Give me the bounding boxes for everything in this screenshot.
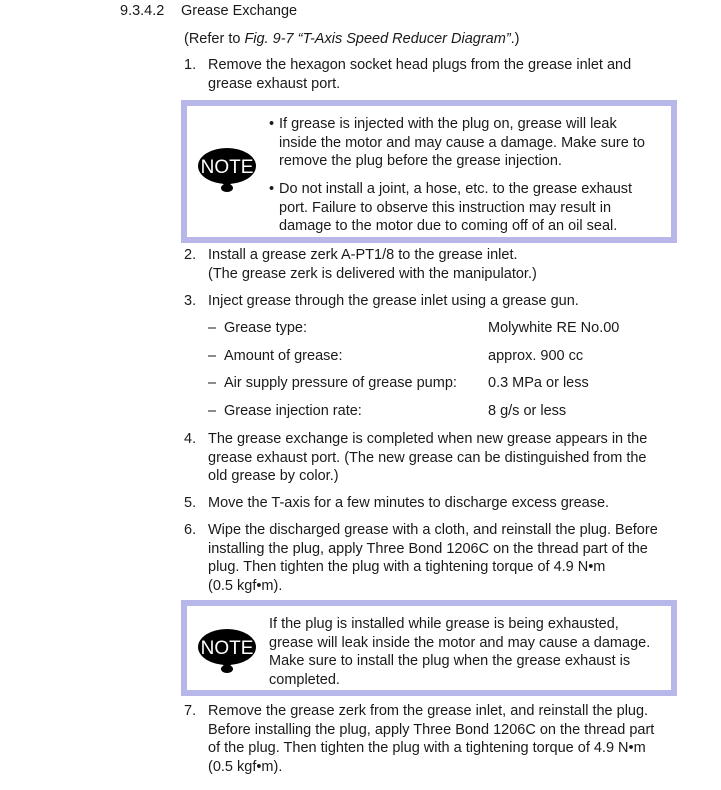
note-line: damage to the motor due to coming off of an oil seal. bbox=[279, 218, 618, 234]
spec-dash: – bbox=[208, 375, 217, 391]
step-number: 5. bbox=[184, 495, 197, 511]
step-line: (The grease zerk is delivered with the manipulator.) bbox=[208, 265, 537, 282]
note-line: port. Failure to observe this instruction may result in bbox=[279, 199, 612, 216]
note-line: grease will leak inside the motor and may cause a damage. bbox=[269, 634, 651, 651]
step-line: The grease exchange is completed when new grease appears in the bbox=[208, 431, 648, 447]
note-icon bbox=[197, 625, 257, 673]
step-text bbox=[208, 246, 688, 283]
step-number: 3. bbox=[184, 293, 197, 309]
step-line: of the plug. Then tighten the plug with a tightening torque of 4.9 N•m bbox=[208, 740, 646, 756]
note-line: remove the plug before the grease injection. bbox=[279, 153, 562, 169]
step-line: Remove the hexagon socket head plugs from the grease inlet and bbox=[208, 57, 632, 73]
step-line: (0.5 kgf•m). bbox=[208, 577, 283, 594]
spec-label: Grease injection rate: bbox=[224, 403, 362, 419]
step-line: (0.5 kgf•m). bbox=[208, 758, 283, 775]
section-number: 9.3.4.2 bbox=[120, 3, 165, 19]
spec-value: 8 g/s or less bbox=[488, 403, 567, 419]
step-line: Before installing the plug, apply Three Bond 1206C on the thread part bbox=[208, 721, 655, 738]
spec-value: 0.3 MPa or less bbox=[488, 375, 589, 391]
step-line: Move the T-axis for a few minutes to discharge excess grease. bbox=[208, 495, 610, 511]
step-line: plug. Then tighten the plug with a tightening torque of 4.9 N•m bbox=[208, 559, 606, 575]
spec-row-grease-type bbox=[208, 319, 678, 338]
note-line: If the plug is installed while grease is being exhausted, bbox=[269, 616, 619, 632]
note-line: If grease is injected with the plug on, grease will leak bbox=[279, 116, 617, 132]
section-title: Grease Exchange bbox=[181, 3, 298, 19]
spec-row-rate bbox=[208, 402, 678, 421]
step-line: installing the plug, apply Three Bond 1206C on the thread part of the bbox=[208, 540, 648, 557]
step-line: Remove the grease zerk from the grease inlet, and reinstall the plug. bbox=[208, 703, 649, 719]
note-box-2 bbox=[181, 600, 677, 696]
spec-value: Molywhite RE No.00 bbox=[488, 320, 620, 336]
step-number: 4. bbox=[184, 431, 197, 447]
step-number: 6. bbox=[184, 522, 197, 538]
spec-label: Grease type: bbox=[224, 320, 308, 336]
spec-dash: – bbox=[208, 348, 217, 364]
step-text bbox=[208, 56, 688, 93]
spec-dash: – bbox=[208, 320, 217, 336]
step-line: grease exhaust port. (The new grease can be distinguished from the bbox=[208, 449, 647, 466]
note-icon-label: NOTE bbox=[200, 638, 254, 659]
step-text bbox=[208, 702, 688, 776]
spec-dash: – bbox=[208, 403, 217, 419]
step-number: 2. bbox=[184, 247, 197, 263]
spec-label: Amount of grease: bbox=[224, 348, 343, 364]
spec-row-pressure bbox=[208, 374, 678, 393]
refer-figure-link[interactable]: Fig. 9-7 “T-Axis Speed Reducer Diagram” bbox=[244, 31, 511, 47]
step-line: old grease by color.) bbox=[208, 468, 339, 484]
step-line: Install a grease zerk A-PT1/8 to the grease inlet. bbox=[208, 247, 518, 263]
step-text bbox=[208, 521, 688, 595]
note-icon bbox=[197, 144, 257, 192]
note-line: completed. bbox=[269, 671, 340, 688]
step-text bbox=[208, 494, 688, 513]
note-text bbox=[269, 615, 650, 689]
step-line: Inject grease through the grease inlet using a grease gun. bbox=[208, 293, 579, 309]
step-number: 1. bbox=[184, 57, 197, 73]
refer-suffix: .) bbox=[510, 31, 520, 47]
note-line: Do not install a joint, a hose, etc. to the grease exhaust bbox=[279, 181, 633, 197]
note-box-1 bbox=[181, 100, 677, 243]
step-line: grease exhaust port. bbox=[208, 75, 341, 92]
note-line: Make sure to install the plug when the grease exhaust is bbox=[269, 653, 631, 669]
figure-reference bbox=[184, 30, 520, 49]
spec-row-amount bbox=[208, 347, 678, 366]
step-number: 7. bbox=[184, 703, 197, 719]
note-icon-label: NOTE bbox=[200, 157, 254, 178]
step-text bbox=[208, 430, 688, 486]
note-line: inside the motor and may cause a damage. Make sure to bbox=[279, 134, 645, 151]
spec-value: approx. 900 cc bbox=[488, 348, 584, 364]
step-text bbox=[208, 292, 688, 311]
bullet-dot: • bbox=[269, 116, 275, 132]
step-line: Wipe the discharged grease with a cloth, and reinstall the plug. Before bbox=[208, 522, 658, 538]
bullet-dot: • bbox=[269, 181, 275, 197]
spec-label: Air supply pressure of grease pump: bbox=[224, 375, 457, 391]
refer-prefix: (Refer to bbox=[184, 31, 245, 47]
